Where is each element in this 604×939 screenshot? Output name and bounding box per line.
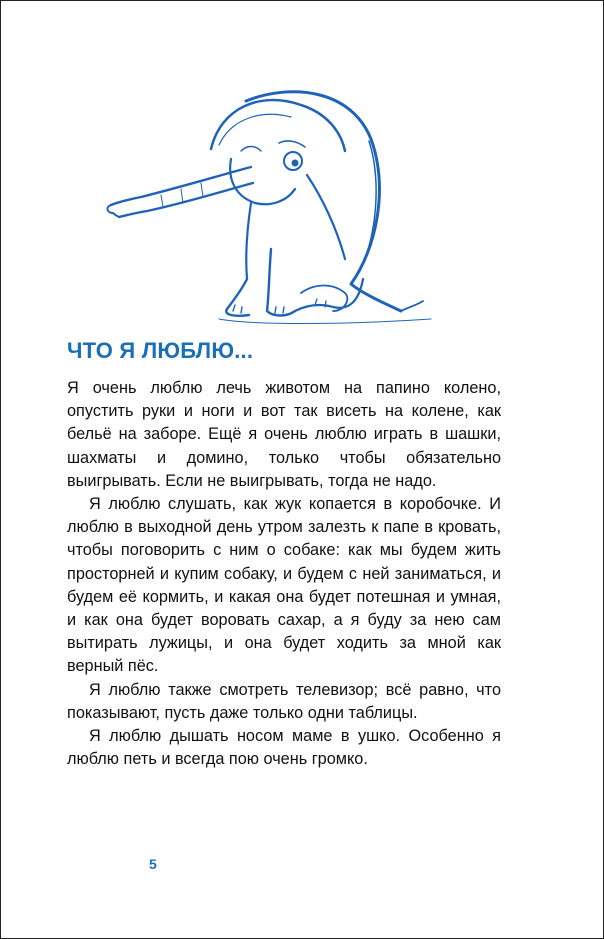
paragraph: Я очень люблю лечь животом на папино колено, опустить руки и ноги и вот так висеть на колене, как бельё на заборе. Ещё я очень люблю играть в шашки, шахматы и домино, только чтобы обязательно выигрывать. Если не выигрывать, тогда не надо. bbox=[67, 379, 501, 490]
paragraph: Я люблю слушать, как жук копается в коробочке. И люблю в выходной день утром залезть к папе в кровать, чтобы поговорить с ним о собаке: как мы будем жить просторней и купим собаку, и будем с ней заниматься, и будем её кормить, и какая она будет потешная и умная, и как она будет воровать сахар, а я буду за нею сам вытирать лужицы, и она будет ходить за мной как верный пёс. bbox=[67, 495, 501, 676]
paragraph: Я люблю также смотреть телевизор; всё равно, что показывают, пусть даже только одни таблицы. bbox=[67, 680, 501, 722]
elephant-illustration bbox=[101, 79, 441, 329]
chapter-title: ЧТО Я ЛЮБЛЮ... bbox=[67, 338, 254, 363]
page-number: 5 bbox=[149, 856, 157, 872]
story-text bbox=[67, 377, 501, 771]
paragraph: Я люблю дышать носом маме в ушко. Особенно я люблю петь и всегда пою очень громко. bbox=[67, 727, 501, 769]
